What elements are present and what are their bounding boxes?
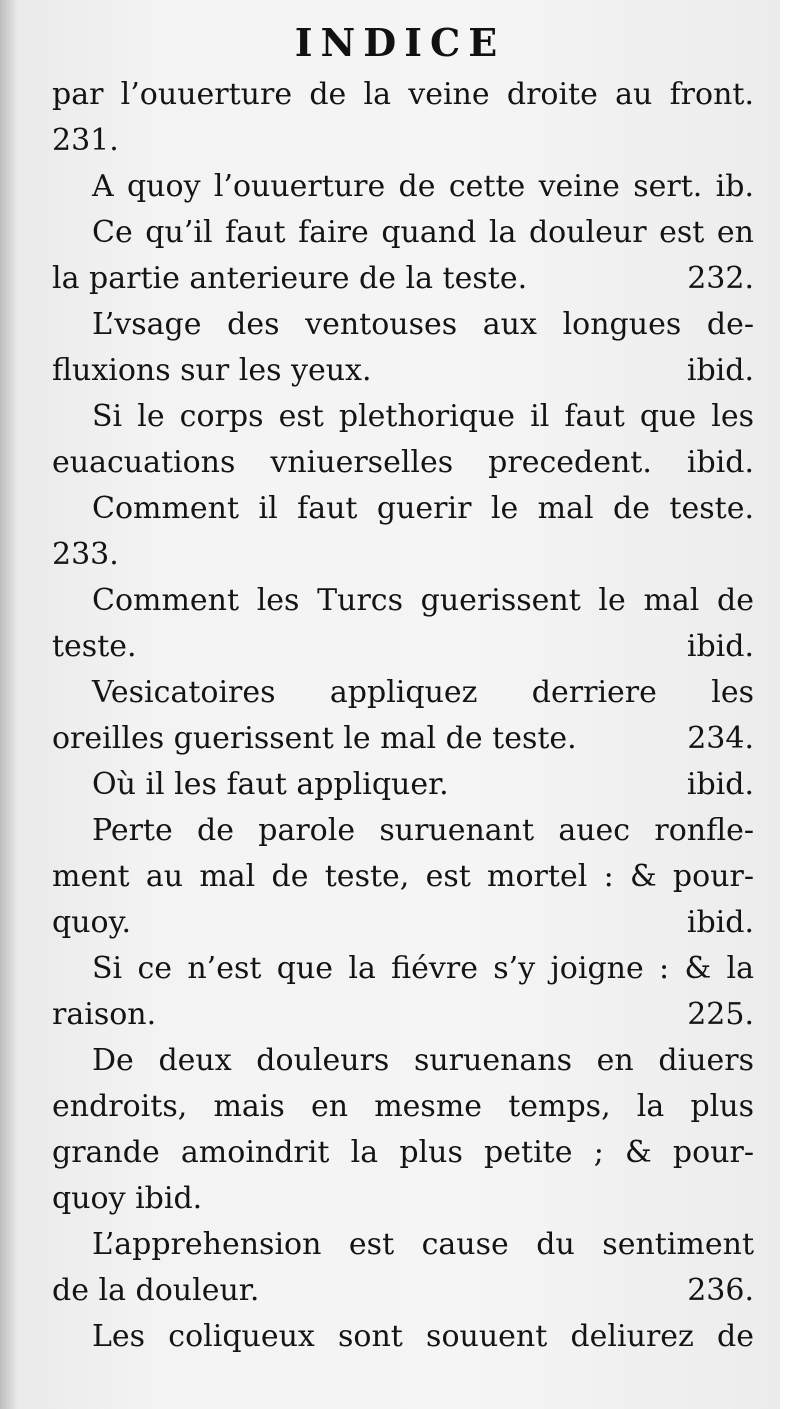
- index-line-text: euacuations vniuerselles precedent. ibid.: [52, 445, 754, 480]
- index-line-text: fluxions sur les yeux.: [52, 353, 372, 388]
- index-line-text: de la douleur.: [52, 1273, 260, 1308]
- index-line-text: Perte de parole suruenant auec ronfle-: [92, 813, 754, 848]
- index-line-text: grande amoindrit la plus petite ; & pour-: [52, 1135, 754, 1170]
- page-reference: ibid.: [686, 767, 754, 802]
- page-gutter-shadow: [0, 0, 18, 1409]
- index-line-text: L’apprehension est cause du sentiment: [92, 1227, 754, 1262]
- index-line-text: oreilles guerissent le mal de teste.: [52, 721, 577, 756]
- index-line: [52, 716, 754, 762]
- index-line: [52, 1038, 754, 1084]
- index-line-text: 231.: [52, 123, 119, 158]
- index-line: [52, 532, 754, 578]
- index-line-text: L’vsage des ventouses aux longues de-: [92, 307, 754, 342]
- index-entries: [52, 72, 754, 1360]
- index-line: [52, 164, 754, 210]
- index-line-text: endroits, mais en mesme temps, la plus: [52, 1089, 754, 1124]
- page-reference: ibid.: [686, 905, 754, 940]
- index-line-text: 233.: [52, 537, 119, 572]
- index-line: [52, 762, 754, 808]
- index-line: [52, 854, 754, 900]
- index-line: [52, 1176, 754, 1222]
- page-reference: 232.: [687, 261, 754, 296]
- index-line: [52, 72, 754, 118]
- index-line-text: raison.: [52, 997, 157, 1032]
- running-header: INDICE: [294, 20, 506, 65]
- index-line: [52, 486, 754, 532]
- index-line: [52, 440, 754, 486]
- index-line: [52, 256, 754, 302]
- index-line-text: ment au mal de teste, est mortel : & pour-: [52, 859, 754, 894]
- index-line-text: A quoy l’ouuerture de cette veine sert. ib.: [92, 169, 754, 204]
- index-line-text: Les coliqueux sont souuent deliurez de: [92, 1319, 754, 1354]
- index-line: [52, 1314, 754, 1360]
- page-reference: ibid.: [686, 353, 754, 388]
- index-line: [52, 394, 754, 440]
- index-line-text: teste.: [52, 629, 137, 664]
- page-reference: ibid.: [686, 629, 754, 664]
- index-line: [52, 808, 754, 854]
- index-line: [52, 1130, 754, 1176]
- index-line-text: Si ce n’est que la fiévre s’y joigne : & la: [92, 951, 754, 986]
- index-line-text: Si le corps est plethorique il faut que les: [92, 399, 754, 434]
- index-line: [52, 302, 754, 348]
- index-line-text: De deux douleurs suruenans en diuers: [92, 1043, 754, 1078]
- index-line: [52, 992, 754, 1038]
- right-margin: [780, 0, 800, 1409]
- index-line: [52, 1222, 754, 1268]
- index-line-text: quoy.: [52, 905, 132, 940]
- page-reference: 225.: [687, 997, 754, 1032]
- index-line: [52, 670, 754, 716]
- page-reference: 236.: [687, 1273, 754, 1308]
- index-line: [52, 946, 754, 992]
- index-line-text: Comment il faut guerir le mal de teste.: [92, 491, 754, 526]
- index-line: [52, 900, 754, 946]
- index-line: [52, 118, 754, 164]
- index-line-text: Où il les faut appliquer.: [92, 767, 449, 802]
- page-reference: 234.: [687, 721, 754, 756]
- index-line-text: Comment les Turcs guerissent le mal de: [92, 583, 754, 618]
- index-line: [52, 1084, 754, 1130]
- index-line: [52, 578, 754, 624]
- index-line: [52, 210, 754, 256]
- index-line-text: Ce qu’il faut faire quand la douleur est en: [92, 215, 754, 250]
- index-line-text: par l’ouuerture de la veine droite au front.: [52, 77, 754, 112]
- index-line: [52, 348, 754, 394]
- index-line-text: la partie anterieure de la teste.: [52, 261, 528, 296]
- index-line: [52, 624, 754, 670]
- index-line-text: Vesicatoires appliquez derriere les: [92, 675, 754, 710]
- index-line: [52, 1268, 754, 1314]
- index-line-text: quoy ibid.: [52, 1181, 203, 1216]
